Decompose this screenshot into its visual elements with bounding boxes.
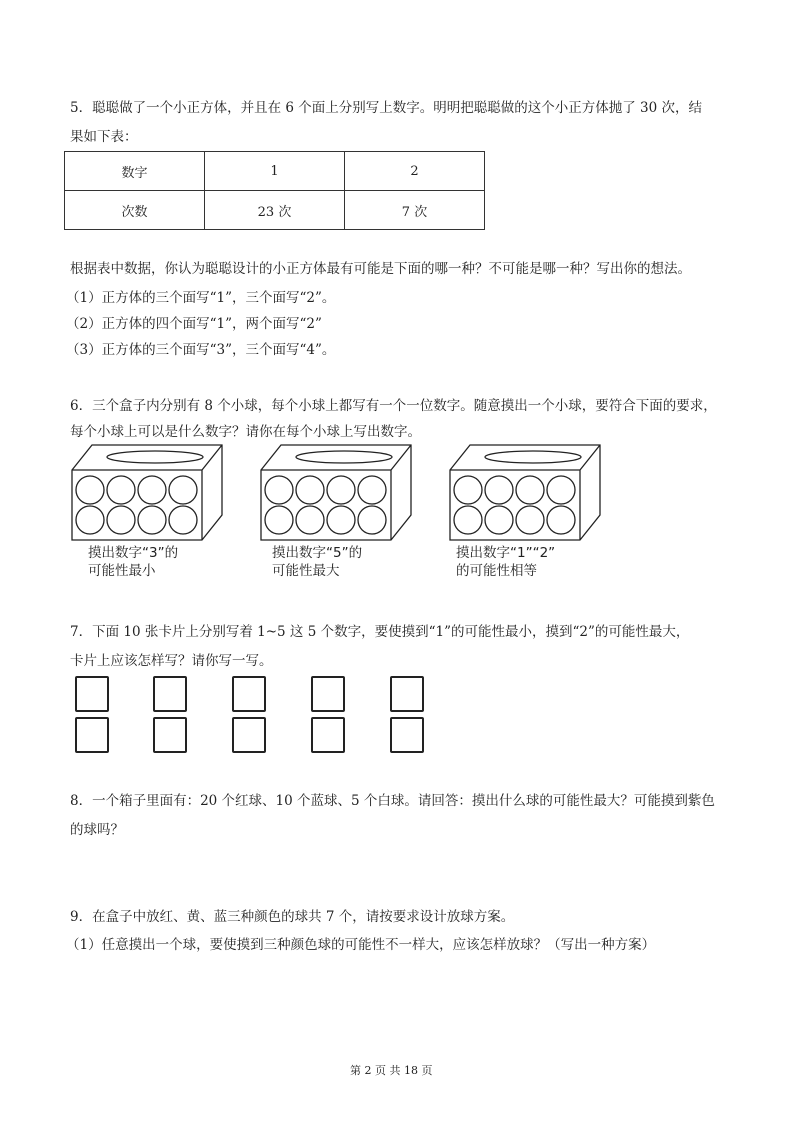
- table-header: 1: [205, 152, 345, 191]
- ball-icon: [138, 476, 166, 504]
- ball-icon: [296, 506, 324, 534]
- blank-card: [390, 676, 424, 712]
- q6-text: 6．三个盒子内分别有 8 个小球，每个小球上都写有一个一位数字。随意摸出一个小球，要符合下面的要求，: [70, 398, 717, 414]
- table-header: 2: [345, 152, 485, 191]
- ball-icon: [107, 506, 135, 534]
- q5-option: （3）正方体的三个面写“3”，三个面写“4”。: [66, 342, 336, 358]
- ball-icon: [327, 476, 355, 504]
- blank-card: [232, 717, 266, 753]
- box-label: 摸出数字“3”的 可能性最小: [88, 545, 179, 579]
- ball-icon: [169, 506, 197, 534]
- ball-icon: [547, 476, 575, 504]
- box-opening: [296, 451, 392, 463]
- result-table: [64, 151, 485, 230]
- table-cell: 7 次: [345, 191, 485, 230]
- ball-icon: [76, 506, 104, 534]
- q8-text: 的球吗？: [70, 822, 124, 838]
- table-cell: 次数: [65, 191, 205, 230]
- blank-card: [153, 717, 187, 753]
- box-label: 摸出数字“5”的 可能性最大: [272, 545, 363, 579]
- ball-icon: [265, 506, 293, 534]
- blank-card: [75, 717, 109, 753]
- q5-option: （1）正方体的三个面写“1”，三个面写“2”。: [66, 290, 336, 306]
- ball-icon: [485, 506, 513, 534]
- blank-card: [75, 676, 109, 712]
- q5-text: 果如下表：: [70, 129, 138, 145]
- ball-icon: [454, 476, 482, 504]
- q9-text: 9．在盒子中放红、黄、蓝三种颜色的球共 7 个，请按要求设计放球方案。: [70, 909, 515, 925]
- ball-icon: [516, 476, 544, 504]
- ball-icon: [138, 506, 166, 534]
- ball-icon: [76, 476, 104, 504]
- table-header: 数字: [65, 152, 205, 191]
- q7-text: 卡片上应该怎样写？请你写一写。: [70, 653, 273, 669]
- ball-icon: [516, 506, 544, 534]
- ball-icon: [547, 506, 575, 534]
- ball-icon: [358, 476, 386, 504]
- page-footer: 第 2 页 共 18 页: [350, 1064, 433, 1077]
- box-opening: [485, 451, 581, 463]
- q5-option: （2）正方体的四个面写“1”，两个面写“2”: [66, 316, 322, 332]
- q7-text: 7．下面 10 张卡片上分别写着 1~5 这 5 个数字，要使摸到“1”的可能性最小，摸到“2”的可能性最大，: [70, 624, 690, 640]
- q5-question: 根据表中数据，你认为聪聪设计的小正方体最有可能是下面的哪一种？不可能是哪一种？写出你的想法。: [70, 261, 691, 277]
- table-cell: 23 次: [205, 191, 345, 230]
- ball-icon: [107, 476, 135, 504]
- ball-icon: [454, 506, 482, 534]
- ball-icon: [485, 476, 513, 504]
- ball-icon: [169, 476, 197, 504]
- box-label: 摸出数字“1”“2” 的可能性相等: [456, 545, 556, 579]
- ball-icon: [327, 506, 355, 534]
- blank-card: [153, 676, 187, 712]
- blank-card: [311, 717, 345, 753]
- ball-icon: [358, 506, 386, 534]
- box-opening: [107, 451, 203, 463]
- q8-text: 8．一个箱子里面有：20 个红球、10 个蓝球、5 个白球。请回答：摸出什么球的可能性最大？可能摸到紫色: [70, 793, 715, 809]
- ball-boxes-figure: [0, 440, 793, 560]
- blank-card: [311, 676, 345, 712]
- q9-text: （1）任意摸出一个球，要使摸到三种颜色球的可能性不一样大，应该怎样放球？（写出一种方案）: [66, 937, 656, 953]
- ball-icon: [296, 476, 324, 504]
- blank-card: [232, 676, 266, 712]
- q6-text: 每个小球上可以是什么数字？请你在每个小球上写出数字。: [70, 424, 421, 440]
- blank-card: [390, 717, 424, 753]
- ball-icon: [265, 476, 293, 504]
- q5-text: 5．聪聪做了一个小正方体，并且在 6 个面上分别写上数字。明明把聪聪做的这个小正方体抛了 30 次，结: [70, 100, 703, 116]
